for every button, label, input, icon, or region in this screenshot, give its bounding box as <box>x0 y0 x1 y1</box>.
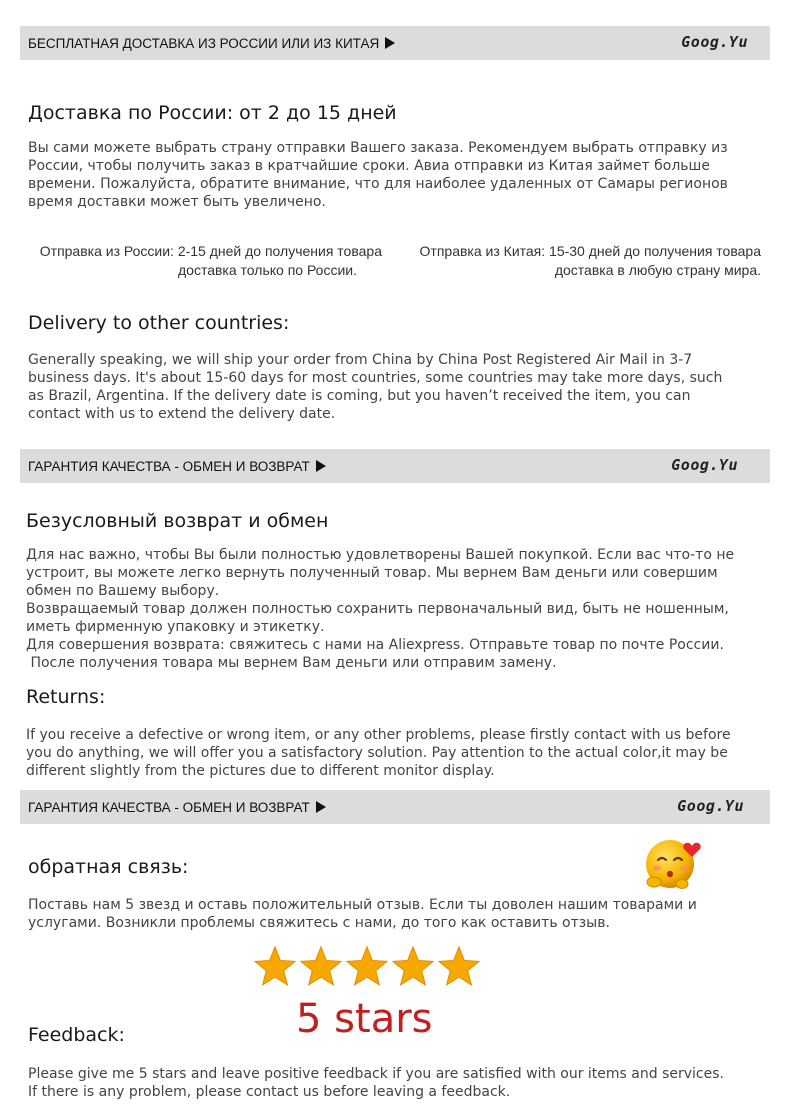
paragraph-line: устроит, вы можете легко вернуть полученный товар. Мы вернем Вам деньги или совершим <box>26 565 718 581</box>
paragraph-line: время доставки может быть увеличено. <box>28 194 326 210</box>
star-icon <box>436 944 482 990</box>
paragraph-line: Please give me 5 stars and leave positive feedback if you are satisfied with our items and services. <box>28 1066 724 1082</box>
feedback-en-title: Feedback: <box>28 1024 125 1046</box>
russia-delivery-text <box>28 139 728 211</box>
returns-en-title: Returns: <box>26 686 106 708</box>
paragraph-line: России, чтобы получить заказ в кратчайшие сроки. Авиа отправки из Китая займет больше <box>28 158 710 174</box>
paragraph-line: business days. It's about 15-60 days for most countries, some countries may take more days, such <box>28 370 723 386</box>
ship-from-china-line1: Отправка из Китая: 15-30 дней до получения товара <box>419 243 761 259</box>
delivery-banner-text: БЕСПЛАТНАЯ ДОСТАВКА ИЗ РОССИИ ИЛИ ИЗ КИТАЯ <box>28 35 380 51</box>
guarantee-banner-text: ГАРАНТИЯ КАЧЕСТВА - ОБМЕН И ВОЗВРАТ <box>28 458 310 474</box>
brand-logo: Goog.Yu <box>671 456 738 474</box>
paragraph-line: После получения товара мы вернем Вам деньги или отправим замену. <box>26 655 557 671</box>
paragraph-line: услугами. Возникли проблемы свяжитесь с нами, до того как оставить отзыв. <box>28 915 610 931</box>
kiss-emoji-icon <box>640 832 710 894</box>
ship-from-russia <box>24 242 382 280</box>
star-rating <box>252 944 482 990</box>
play-arrow-icon <box>316 801 326 813</box>
paragraph-line: contact with us to extend the delivery date. <box>28 406 336 422</box>
five-stars-label: 5 stars <box>296 996 433 1042</box>
paragraph-line: you do anything, we will offer you a satisfactory solution. Pay attention to the actual color,it may be <box>26 745 728 761</box>
star-icon <box>298 944 344 990</box>
star-icon <box>390 944 436 990</box>
paragraph-line: Поставь нам 5 звезд и оставь положительный отзыв. Если ты доволен нашим товарами и <box>28 897 697 913</box>
paragraph-line: If there is any problem, please contact us before leaving a feedback. <box>28 1084 511 1100</box>
star-icon <box>344 944 390 990</box>
paragraph-line: Возвращаемый товар должен полностью сохранить первоначальный вид, быть не ношенным, <box>26 601 729 617</box>
returns-en-text <box>26 726 731 780</box>
feedback-en-text <box>28 1065 724 1101</box>
guarantee-banner-text: ГАРАНТИЯ КАЧЕСТВА - ОБМЕН И ВОЗВРАТ <box>28 799 310 815</box>
paragraph-line: времени. Пожалуйста, обратите внимание, что для наиболее удаленных от Самары регионов <box>28 176 728 192</box>
delivery-banner-label <box>28 36 395 51</box>
play-arrow-icon <box>385 37 395 49</box>
returns-ru-text <box>26 546 734 672</box>
ship-from-russia-line2: доставка только по России. <box>178 262 357 278</box>
russia-delivery-title: Доставка по России: от 2 до 15 дней <box>28 102 397 124</box>
feedback-ru-text <box>28 896 697 932</box>
delivery-banner <box>20 26 770 60</box>
ship-from-russia-line1: Отправка из России: 2-15 дней до получения товара <box>39 243 382 259</box>
other-countries-title: Delivery to other countries: <box>28 312 290 334</box>
paragraph-line: Вы сами можете выбрать страну отправки Вашего заказа. Рекомендуем выбрать отправку из <box>28 140 728 156</box>
paragraph-line: If you receive a defective or wrong item, or any other problems, please firstly contact with us before <box>26 727 731 743</box>
star-icon <box>252 944 298 990</box>
paragraph-line: обмен по Вашему выбору. <box>26 583 220 599</box>
guarantee-banner-label <box>28 459 326 474</box>
ship-from-china-line2: доставка в любую страну мира. <box>554 262 761 278</box>
paragraph-line: Для нас важно, чтобы Вы были полностью удовлетворены Вашей покупкой. Если вас что-то не <box>26 547 735 563</box>
guarantee-banner-2 <box>20 790 770 824</box>
guarantee-banner-label <box>28 800 326 815</box>
paragraph-line: different slightly from the pictures due to different monitor display. <box>26 763 495 779</box>
guarantee-banner <box>20 449 770 483</box>
paragraph-line: Generally speaking, we will ship your order from China by China Post Registered Air Mail in 3-7 <box>28 352 693 368</box>
paragraph-line: Для совершения возврата: свяжитесь с нами на Aliexpress. Отправьте товар по почте России. <box>26 637 724 653</box>
play-arrow-icon <box>316 460 326 472</box>
feedback-ru-title: обратная связь: <box>28 856 189 878</box>
paragraph-line: иметь фирменную упаковку и этикетку. <box>26 619 325 635</box>
brand-logo: Goog.Yu <box>681 33 748 51</box>
ship-from-china <box>404 242 761 280</box>
other-countries-text <box>28 351 722 423</box>
brand-logo: Goog.Yu <box>677 797 744 815</box>
returns-ru-title: Безусловный возврат и обмен <box>26 510 329 532</box>
paragraph-line: as Brazil, Argentina. If the delivery date is coming, but you haven’t received the item, you can <box>28 388 691 404</box>
